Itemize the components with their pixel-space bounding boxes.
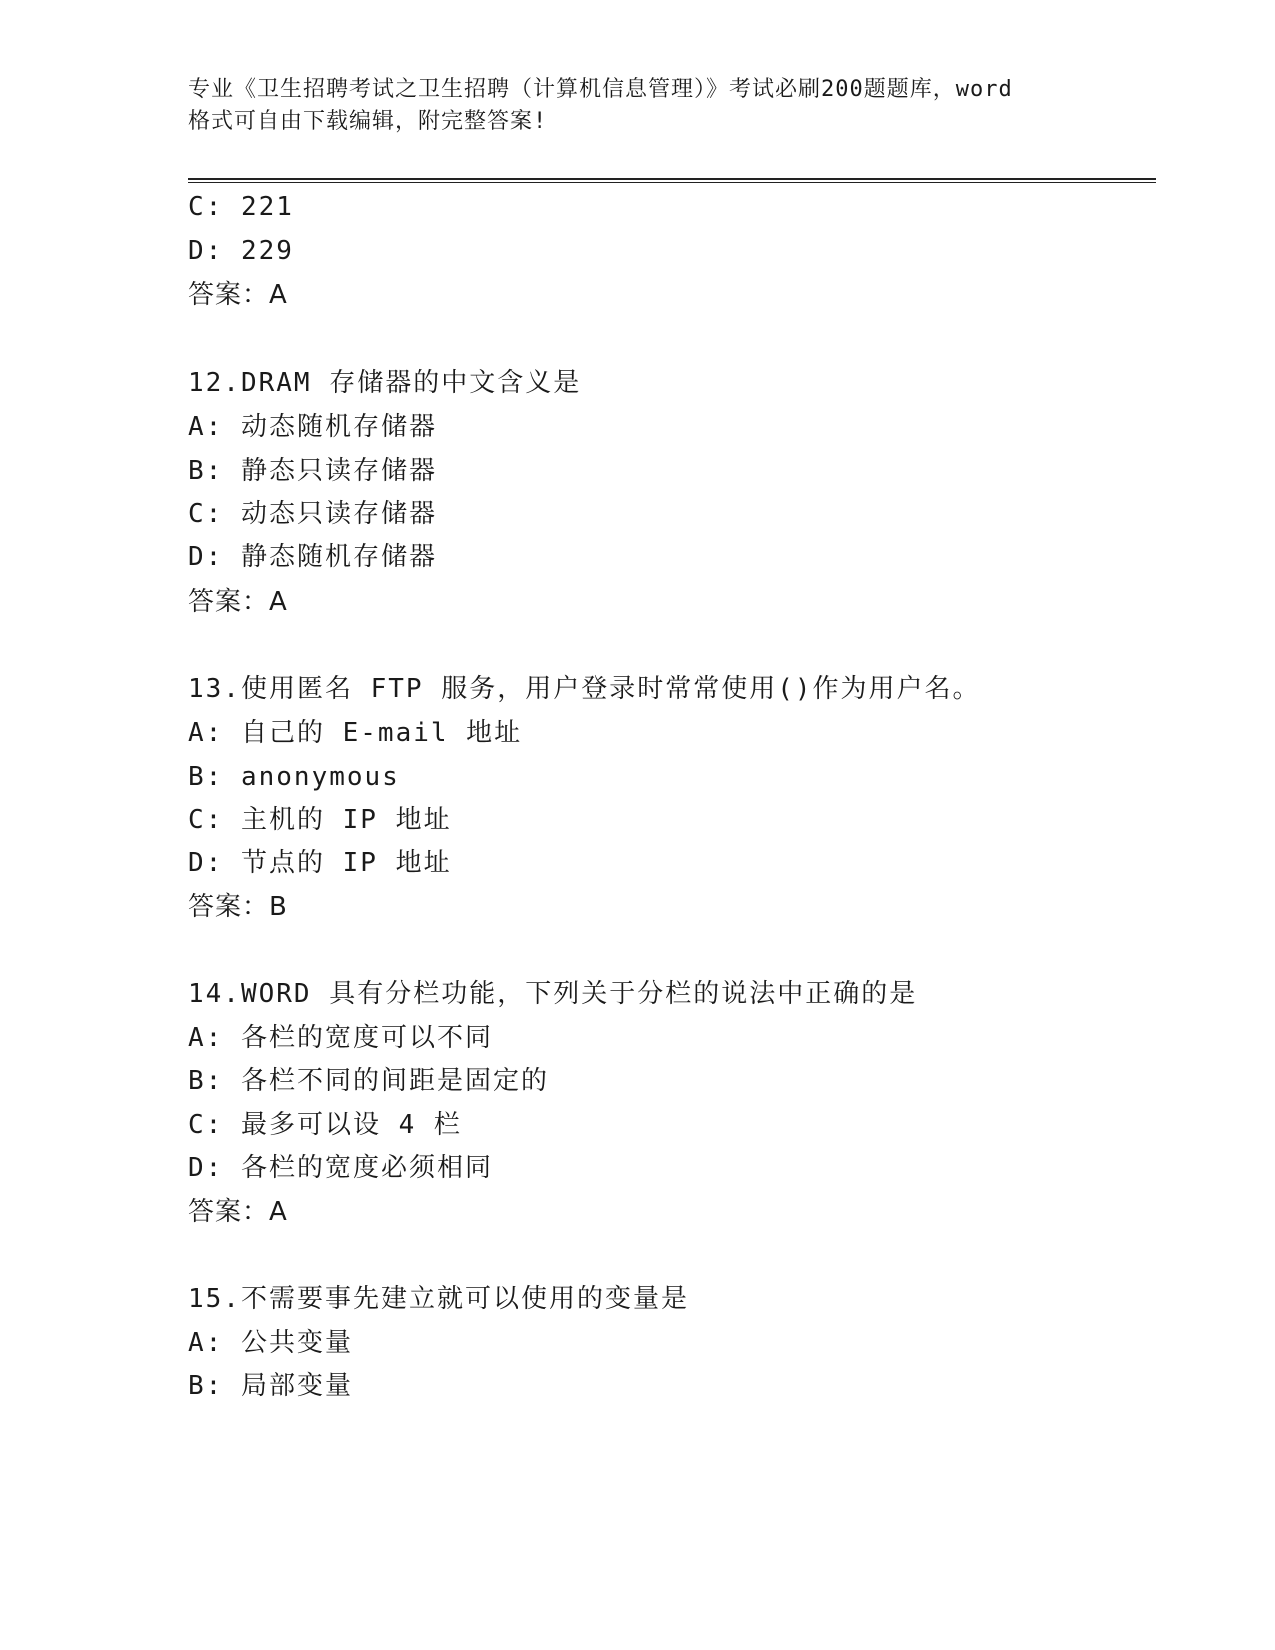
q12-option-a: A: 动态随机存储器 [188, 412, 437, 442]
q13-answer: 答案：B [188, 892, 288, 922]
q12-option-b: B: 静态只读存储器 [188, 456, 437, 486]
q12-answer: 答案：A [188, 587, 288, 617]
q14-answer: 答案：A [188, 1197, 288, 1227]
q13-option-b: B: anonymous [188, 762, 400, 792]
q15-option-b: B: 局部变量 [188, 1371, 353, 1401]
q11-option-c: C: 221 [188, 192, 294, 222]
q14-option-b: B: 各栏不同的间距是固定的 [188, 1066, 549, 1096]
q13-option-a: A: 自己的 E-mail 地址 [188, 718, 523, 748]
q11-option-d: D: 229 [188, 236, 294, 266]
q15-question: 15.不需要事先建立就可以使用的变量是 [188, 1284, 689, 1314]
q12-option-d: D: 静态随机存储器 [188, 542, 437, 572]
header-title-line1: 专业《卫生招聘考试之卫生招聘（计算机信息管理）》考试必刷200题题库，word [188, 77, 1013, 102]
header-title-line2: 格式可自由下载编辑，附完整答案! [188, 109, 548, 134]
header-divider-thin [188, 182, 1156, 183]
header-divider-thick [188, 178, 1156, 180]
q13-option-c: C: 主机的 IP 地址 [188, 805, 452, 835]
q12-question: 12.DRAM 存储器的中文含义是 [188, 368, 582, 398]
q14-option-d: D: 各栏的宽度必须相同 [188, 1153, 493, 1183]
q13-question: 13.使用匿名 FTP 服务，用户登录时常常使用()作为用户名。 [188, 674, 981, 704]
q11-answer: 答案：A [188, 280, 288, 310]
q13-option-d: D: 节点的 IP 地址 [188, 848, 452, 878]
q15-option-a: A: 公共变量 [188, 1328, 353, 1358]
q12-option-c: C: 动态只读存储器 [188, 499, 437, 529]
q14-option-a: A: 各栏的宽度可以不同 [188, 1023, 493, 1053]
q14-question: 14.WORD 具有分栏功能，下列关于分栏的说法中正确的是 [188, 979, 918, 1009]
q14-option-c: C: 最多可以设 4 栏 [188, 1110, 462, 1140]
document-header [188, 74, 1088, 138]
